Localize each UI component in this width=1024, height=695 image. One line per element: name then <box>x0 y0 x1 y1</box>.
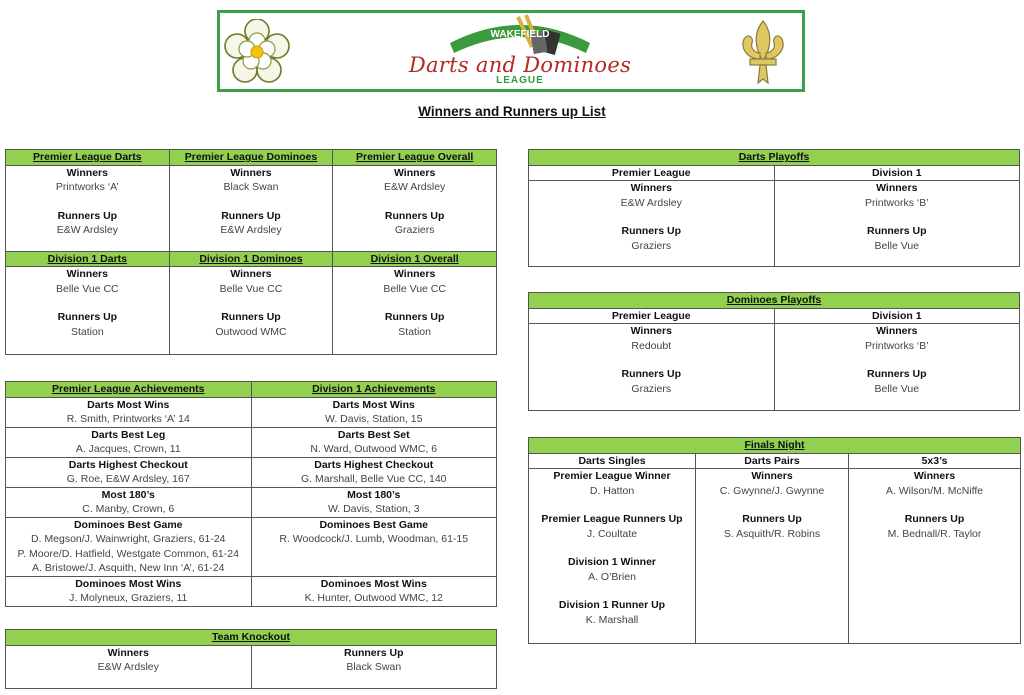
team-knockout-table <box>5 629 497 689</box>
heading-text: Premier League Achievements <box>51 383 205 395</box>
field-value: R. Woodcock/J. Lumb, Woodman, 61-15 <box>279 533 469 545</box>
field-value: A. Wilson/M. McNiffe <box>885 484 984 497</box>
league-logo <box>380 13 660 89</box>
field-value: Outwood WMC <box>215 325 287 338</box>
heading-text: Division 1 Dominoes <box>199 252 303 265</box>
table-row <box>6 517 497 576</box>
field-label: Dominoes Best Game <box>319 518 429 531</box>
heading-text: Dominoes Playoffs <box>726 294 822 306</box>
field-label: Division 1 Runner Up <box>558 599 666 611</box>
league-banner <box>217 10 805 92</box>
table-cell <box>251 517 497 576</box>
field-value: N. Ward, Outwood WMC, 6 <box>310 443 438 455</box>
field-value: Belle Vue CC <box>56 282 119 295</box>
heading-text: Division 1 Achievements <box>312 383 436 395</box>
table-header <box>6 150 170 166</box>
result-cell <box>774 324 1020 411</box>
field-value: K. Hunter, Outwood WMC, 12 <box>304 592 443 604</box>
field-value: Belle Vue CC <box>219 282 283 295</box>
table-cell <box>251 427 497 457</box>
table-header <box>6 382 252 398</box>
spacer <box>529 353 774 367</box>
field-value: M. Bednall/R. Taylor <box>887 527 982 540</box>
table-cell <box>251 457 497 487</box>
field-label: Winners <box>230 166 272 179</box>
field-value: C. Manby, Crown, 6 <box>82 503 175 515</box>
table-cell <box>6 487 252 517</box>
field-label: Runners Up <box>621 225 681 237</box>
logo-script-text: Darts and Dominoes <box>408 53 632 77</box>
field-value: E&W Ardsley <box>97 661 159 673</box>
field-value: Black Swan <box>346 661 402 673</box>
heading-text: Darts Playoffs <box>738 151 810 163</box>
field-label: Winners <box>876 325 918 337</box>
table-cell <box>251 397 497 427</box>
column-header: Premier League <box>529 165 775 181</box>
field-value: D. Megson/J. Wainwright, Graziers, 61-24 <box>30 533 226 545</box>
spacer <box>170 296 333 310</box>
field-value: K. Marshall <box>585 613 639 626</box>
table-header <box>529 438 1021 454</box>
field-label: Most 180’s <box>347 488 401 501</box>
table-header <box>251 382 497 398</box>
field-label: Winners <box>751 470 793 482</box>
logo-top-text: WAKEFIELD <box>490 29 550 40</box>
field-value: D. Hatton <box>589 484 635 497</box>
field-label: Runners Up <box>866 225 927 237</box>
page-title <box>0 104 1024 119</box>
heading-text: Premier League Overall <box>356 151 474 163</box>
field-label: Darts Most Wins <box>332 398 415 411</box>
field-label: Winners <box>630 325 672 337</box>
field-label: Runners Up <box>866 368 927 380</box>
field-value: Station <box>398 325 431 338</box>
heading-text: Team Knockout <box>212 631 290 643</box>
heading-text: Winners and Runners up List <box>418 104 606 119</box>
result-cell <box>774 181 1020 267</box>
table-cell <box>6 517 252 576</box>
field-value: Printworks ‘B’ <box>864 196 929 209</box>
result-cell <box>169 165 333 251</box>
field-label: Winners <box>66 268 108 280</box>
result-cell <box>333 165 497 251</box>
table-row <box>6 397 497 427</box>
result-cell <box>529 469 696 644</box>
field-label: Darts Highest Checkout <box>314 458 434 471</box>
result-cell <box>6 645 252 688</box>
spacer <box>6 296 169 310</box>
table-row <box>6 427 497 457</box>
spacer <box>529 541 695 555</box>
field-value: Graziers <box>631 239 672 252</box>
field-label: Runners Up <box>221 209 281 222</box>
spacer <box>6 195 169 209</box>
field-label: Winners <box>66 166 108 179</box>
table-row <box>6 487 497 517</box>
field-value: E&W Ardsley <box>220 224 282 236</box>
field-label: Premier League Runners Up <box>541 513 683 525</box>
field-value: Graziers <box>394 224 435 236</box>
result-cell <box>333 267 497 355</box>
darts-playoffs-table <box>528 149 1020 267</box>
table-cell <box>6 427 252 457</box>
field-value: G. Marshall, Belle Vue CC, 140 <box>300 473 447 485</box>
field-value: A. Jacques, Crown, 11 <box>75 443 181 455</box>
heading-text: Division 1 Darts <box>47 252 128 265</box>
finals-night-table <box>528 437 1021 644</box>
table-cell <box>6 457 252 487</box>
field-label: Winners <box>913 470 956 482</box>
field-value: Printworks ‘B’ <box>864 339 929 352</box>
achievements-table <box>5 381 497 607</box>
field-label: Winners <box>107 646 149 659</box>
result-cell <box>849 469 1021 644</box>
yorkshire-rose-icon <box>224 19 290 85</box>
field-label: Winners <box>393 166 436 179</box>
table-cell <box>251 487 497 517</box>
field-label: Winners <box>876 182 918 194</box>
field-value: P. Moore/D. Hatfield, Westgate Common, 61-24 <box>17 547 239 560</box>
field-label: Dominoes Best Game <box>73 518 183 531</box>
dominoes-playoffs-table <box>528 292 1020 411</box>
spacer <box>333 296 496 310</box>
table-header <box>169 251 333 267</box>
field-label: Dominoes Most Wins <box>75 577 182 590</box>
field-label: Most 180’s <box>101 488 155 501</box>
heading-text: Division 1 Overall <box>370 252 459 265</box>
field-label: Premier League Winner <box>553 470 671 482</box>
field-label: Darts Best Set <box>337 428 410 441</box>
field-value: Redoubt <box>631 339 672 352</box>
table-header <box>6 630 497 646</box>
field-value: C. Gwynne/J. Gwynne <box>719 484 825 497</box>
table-cell <box>6 397 252 427</box>
logo-league-text: LEAGUE <box>496 75 544 86</box>
result-cell <box>696 469 849 644</box>
spacer <box>696 498 848 512</box>
field-label: Runners Up <box>384 311 445 323</box>
field-value: Black Swan <box>223 181 279 193</box>
darts-dominoes-emblem <box>440 13 600 57</box>
table-header <box>333 150 497 166</box>
spacer <box>529 584 695 598</box>
field-value: A. Bristowe/J. Asquith, New Inn ‘A’, 61-24 <box>32 562 225 574</box>
field-label: Darts Best Leg <box>91 428 166 441</box>
field-value: Belle Vue <box>874 382 920 395</box>
field-label: Dominoes Most Wins <box>320 577 427 590</box>
result-cell <box>529 181 775 267</box>
field-label: Runners Up <box>343 646 404 659</box>
field-value: Station <box>70 325 104 338</box>
column-header: Darts Pairs <box>696 453 849 469</box>
field-value: E&W Ardsley <box>620 196 682 209</box>
fleur-de-lis-icon <box>738 19 788 87</box>
column-header: Premier League <box>529 308 775 324</box>
field-label: Runners Up <box>57 209 118 222</box>
result-cell <box>169 267 333 355</box>
field-label: Runners Up <box>904 513 965 525</box>
field-value: J. Molyneux, Graziers, 11 <box>69 592 188 604</box>
field-value: S. Asquith/R. Robins <box>723 527 821 540</box>
table-header <box>529 293 1020 309</box>
table-cell <box>6 576 252 606</box>
field-value: G. Roe, E&W Ardsley, 167 <box>66 473 190 485</box>
field-label: Darts Most Wins <box>87 398 170 411</box>
field-value: Printworks ‘A’ <box>55 181 119 193</box>
spacer <box>849 498 1020 512</box>
field-value: E&W Ardsley <box>384 181 446 193</box>
spacer <box>170 195 333 209</box>
spacer <box>775 210 1020 224</box>
field-label: Runners Up <box>742 513 802 525</box>
table-header <box>333 251 497 267</box>
field-label: Division 1 Winner <box>567 556 656 568</box>
field-value: W. Davis, Station, 15 <box>325 413 423 425</box>
field-value: J. Coultate <box>586 527 638 540</box>
field-value: Graziers <box>631 382 672 395</box>
league-winners-table <box>5 149 497 355</box>
table-header <box>169 150 333 166</box>
result-cell <box>529 324 775 411</box>
column-header: Darts Singles <box>529 453 696 469</box>
table-row <box>6 457 497 487</box>
table-header <box>529 150 1020 166</box>
table-cell <box>251 576 497 606</box>
table-row <box>6 576 497 606</box>
field-label: Runners Up <box>621 368 681 380</box>
field-label: Runners Up <box>384 209 445 222</box>
column-header: 5x3’s <box>849 453 1021 469</box>
result-cell <box>6 165 170 251</box>
field-label: Winners <box>393 268 436 280</box>
spacer <box>775 353 1020 367</box>
field-value: Belle Vue <box>874 239 920 252</box>
field-label: Winners <box>230 268 272 280</box>
field-value: A. O’Brien <box>588 570 636 583</box>
column-header: Division 1 <box>774 308 1020 324</box>
result-cell <box>251 645 497 688</box>
field-label: Runners Up <box>221 311 281 323</box>
spacer <box>333 195 496 209</box>
field-value: E&W Ardsley <box>56 224 118 236</box>
field-value: W. Davis, Station, 3 <box>327 503 420 515</box>
field-value: R. Smith, Printworks ‘A’ 14 <box>66 413 190 425</box>
field-label: Winners <box>630 182 672 194</box>
result-cell <box>6 267 170 355</box>
spacer <box>529 498 695 512</box>
column-header: Division 1 <box>774 165 1020 181</box>
heading-text: Premier League Darts <box>33 151 142 163</box>
spacer <box>529 210 774 224</box>
heading-text: Premier League Dominoes <box>184 151 318 163</box>
field-label: Runners Up <box>57 311 118 323</box>
field-value: Belle Vue CC <box>383 282 446 295</box>
table-header <box>6 251 170 267</box>
field-label: Darts Highest Checkout <box>68 458 188 471</box>
heading-text: Finals Night <box>744 439 805 451</box>
